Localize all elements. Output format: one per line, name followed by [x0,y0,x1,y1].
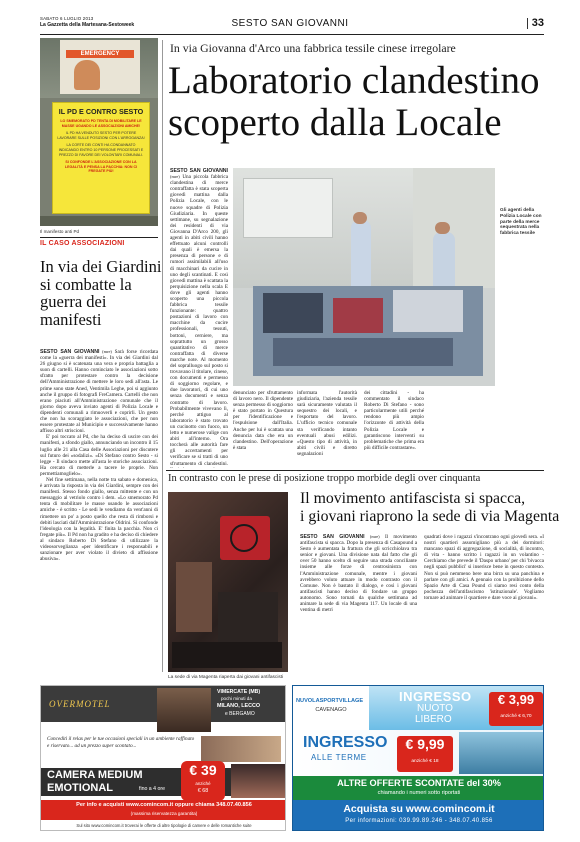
sidebar-paragraph-3: Nel fine settimana, nella notte tra sabato e domenica, è arrivata la risposta in via dei Giardini, sempre con dei manifesti. Stesso fondo giallo, senza mittente e con un messaggio al vetriolo contro i dem. «Lo smemorato Pd tenta di mobilitare le masse usando le associazioni amiche - è scritto - Le sedi le vendiamo da vent'anni di rimettere un po' a posto quello che resta di rimborsi e debiti lasciati dall'Amministrazione Oldrini. Si confonde l'ideologia con la legalità. E' finita la pacchia. Non ci fregate più». Il Pd non ha gradito e ha deciso di chiedere al sindaco Roberto Di Stefano di utilizzare la videosorveglianza «per identificare i responsabili e sanzionare per aver violato il divieto di affissione abusiva». [40,476,158,563]
overmotel-room-photo [157,688,211,732]
second-photo-caption: La sede di via Magenta riaperta dai giovani antifascisti [168,675,284,680]
nuvola-offer1-line-1: INGRESSO [399,689,472,704]
second-title-line-1: Il movimento antifascista si spacca, [300,490,526,507]
sidebar-paragraph-1: SESTO SAN GIOVANNI (mre) Sarà forse ricordata come la «guerra dei manifesti». In via dei Giardini dal 26 giugno si è scatenata una vera e propria battaglia a suon di cartelli. Hanno cominciato le associazioni sotto sfratto per protestare contro la decisione dell'Amministrazione di mettere le loro sedi all'asta. Le prime sono state Aned, Ventimila Leghe, poi si aggiunto anche il gruppo di fotografi FreCamera. Cartelli che non erano piaciuti all'Amministrazione comunale che il giorno dopo aveva inviato agenti di Polizia Locale e dipendenti comunali a rimuoverli e coprirli. Un gesto che non ha scoraggiato le associazioni, che per non essere protestate al Municipio e successivamente hanno affisso altri striscioni. [40,349,158,435]
main-title-line-1: Laboratorio clandestino [168,59,540,102]
poster-band: EMERGENCY [66,50,134,58]
sidebar-divider [162,40,163,672]
overmotel-footer: Sul sito www.comincom.it troverai le offerte di altre tipologie di camere e delle romantiche suite [76,823,252,828]
main-photo [233,168,495,386]
nuvola-offer1-line-3: LIBERO [415,714,452,725]
main-title-line-2: scoperto dalla Locale [168,101,502,144]
nuvola-price2-note: anziché € 18 [411,759,439,764]
ad-overmotel[interactable] [40,685,286,831]
header-section: SESTO SAN GIOVANNI [231,18,349,29]
overmotel-location-4: e BERGAMO [225,711,255,717]
main-agency: (mre) [170,174,180,180]
second-photo [168,492,288,672]
yellow-poster [52,102,150,214]
overmotel-offer-line-1: CAMERA MEDIUM [47,769,143,781]
overmotel-location-2: pochi minuti da [221,696,252,701]
officer-left [351,220,371,290]
nuvola-price1-note: anziché € 6,70 [500,714,532,719]
nuvola-info-line: Per informazioni: 039.99.89.246 - 348.07.40.856 [345,818,493,824]
poster-top-sheet [60,40,140,94]
sidebar-agency: (mre) [102,349,112,354]
poster-caption: Il manifesto anti Pd [40,229,80,234]
officer-right [433,232,455,292]
nuvola-offer1-line-2: NUOTO [417,703,453,714]
sidebar-paragraph-2: E' poi toccato al Pd, che ha deciso di uscire con dei manifesti, a sfondo giallo, annunciando un incontro il 15 luglio alle 21 alla Casa delle Associazioni per discutere sul futuro dei «sodalizi». «Di Stefano contro Sesto - si legge - Il sindaco mette all'asta le storiche associazioni. Ha cercato di metterle a tacere le proprie. Non permettiamoglielo». [40,434,158,477]
poster-title: IL PD E CONTRO SESTO [58,107,144,116]
second-kicker: In contrasto con le prese di posizione troppo morbide degli over cinquanta [168,473,481,484]
header-page-number: 33 [531,17,544,29]
overmotel-offer-note: fino a 4 ore [139,786,165,792]
poster-line-1: LO SMEMORATO PD TENTA DI MOBILITARE LE MASSE UGANDO LE ASSOCIAZIONI AMICHE! [60,119,142,128]
sidebar-title: In via dei Giardini si combatte la guerra dei manifesti [40,257,162,329]
header-publication: La Gazzetta della Martesana-Sestoweek [40,22,135,28]
poster-photo [40,38,158,226]
sidebar-kicker: IL CASO ASSOCIAZIONI [40,240,125,247]
main-column-3: informata l'autorità giudiziaria, l'azienda tessile sarà sicuramente valutata il sequestro dei locali, e l'esportato del lavoro. L'ufficio tecnico comunale sta verificando intanto eventuali abusi edilizi. «Questo tipo di attività, in abiti civili e diretto segnalazioni [297,390,357,457]
overmotel-contact-note: (massima riservatezza garantita) [130,811,198,816]
sidebar-kicker-rule [40,237,158,238]
nuvola-banner-line-1: ALTRE OFFERTE SCONTATE del 30% [337,778,501,788]
second-column-2: quadrati dove i ragazzi s'incontrano ogni giovedì sera. «I nostri quartieri assomigliano più a dei dormitori: mancano spazi di aggregazione, di socialità, di incontro, di vita - hanno scritto i ragazzi in un volantino - Cerchiamo che prevede il 'Daspo urbano' per chi 'bivacca negli spazi pubblici' si inserisce bene in questo contesto. Non si può nemmeno bere una birra su una panchina e parlare con gli amici. A gennaio con la proibizione dello Spazio Arte di Casa Pound ci siamo resi conto della pochezza dell'antifascismo 'istituzionale'. Vogliamo tornare ad animare il quartiere e dare voce ai giovani». [424,534,544,601]
main-column-4: dei cittadini - ha commentato il sindaco Roberto Di Stefano - sono particolarmente utili perché rendono più ampio l'orizzonte di attività della Polizia Locale e garantiscono interventi su problematiche che prima era più difficile contrastare». [364,390,424,451]
nuvola-buy-link[interactable]: Acquista su www.comincom.it [343,803,495,815]
second-lead: SESTO SAN GIOVANNI [300,534,365,540]
nuvola-price2: € 9,99 [405,736,445,752]
main-column-2: denunciato per sfruttamento di lavoro nero. Il dipendente senza permesso di soggiorno è stato portato in Questura per l'identificazione e l'espulsione dall'Italia. Anche per lui è scattata una denuncia data che era un clandestino. Dell'operazione è stata [233,390,293,451]
overmotel-bed-photo [201,736,281,762]
second-title-line-2: i giovani riaprono la sede di via Magenta [300,508,560,525]
nuvola-price1: € 3,99 [497,692,535,707]
poster-portrait [74,60,100,90]
sidebar-lead: SESTO SAN GIOVANNI [40,349,100,355]
overmotel-logo: OVERMOTEL [49,699,111,709]
second-article-rule [166,470,544,471]
main-lead: SESTO SAN GIOVANNI [170,168,228,174]
overmotel-old-price: € 68 [197,788,209,794]
overmotel-location-1: VIMERCATE (MB) [217,689,261,695]
poster-line-2: IL PD HA VENDUTO SESTO PER POTERE LAVORARE SULLE POSIZIONI CON L'ARROGANZA! [57,131,145,140]
nuvola-logo-line-2: CAVENAGO [315,707,347,713]
second-agency: (mre) [369,534,380,539]
nuvola-offer2-line-2: ALLE TERME [311,753,367,762]
second-column-1: SESTO SAN GIOVANNI (mre) Il movimento antifascista si spacca. Dopo la presenza di Casapound a Sesto è aumentata la frattura che gli scricchiolava tra senior e giovani. Una divisione nata dal fatto che gli over 50 hanno scelto di seguire una strada conciliante insieme alle forze di centrosinistra con l'Amministrazione comunale, mentre i giovani avrebbero voluto attuare in modo contrasto con il Comune. Non è bastato il dialogo, e così i giovani antifascisti hanno deciso di fondare un gruppo autonomo. Sono tornati da qualche settimana ad animare la sede di via Magenta 117. Un locale di una ventina di metri [300,534,417,614]
nuvola-offer2-line-1: INGRESSO [303,734,388,751]
page-header [40,16,544,32]
overmotel-offer-line-2: EMOTIONAL [47,782,113,794]
overmotel-couple-photo [231,764,285,798]
main-column-1: SESTO SAN GIOVANNI (mre) Una piccola fabbrica clandestina di merce contraffatta è stata scoperta giovedì mattina dalla Polizia Locale, con le nuove squadre di Polizia Giudiziaria. In queste settimane, su segnalazione dei residenti di via Giovanna D'Arco 200, gli agenti in abiti civili hanno effettuato alcuni controlli dai quali è emersa la presenza di persone e di rumori assimilabili all'uso di macchinari da cucire in uno degli scantinati. E così giovedì mattina è scattata la perquisizione nella scala E dove gli agenti hanno scoperto una piccola fabbrica tessile funzionante: quattro postazioni di lavoro con macchine da cucire professionali, tessuti, bottoni, cerniere, ma soprattutto un grosso quantitativo di merce contraffatta di diverse marche note. Al momento del sopralluogo sul posto si trovavano il titolare, cinese, con documenti e permesso di soggiorno regolare, e due lavoratori, di cui uno senza documenti e senza contratto di lavoro. Probabilmente vivevano lì, perché attiguo al laboratorio è stato trovato un cucinotto con fuoco, un letto e numerose valige con abiti all'interno. Ora toccherà alle autorità fare gli accertamenti per verificare se si tratti di uno sfruttamento di clandestini. [170,168,228,467]
nuvola-logo-line-1: NUVOLASPORTVILLAGE [296,698,364,704]
nuvola-banner-line-2: chiamando i numeri sotto riportati [377,790,461,796]
overmotel-price: € 39 [189,762,217,778]
ad-nuvola[interactable] [292,685,544,831]
overmotel-location-3: MILANO, LECCO [217,703,261,709]
nuvola-spa-photo [459,732,543,774]
main-photo-caption: Gli agenti della Polizia Locale con parte della merce sequestrata nella fabbrica tessile [500,208,542,237]
poster-line-4: SI CONFONDE L'ASSOCIAZIONE CON LA LEGALITÀ E PENSA LA PACCHIA: NON CI FREGATE PIÙ! [64,160,138,174]
sidebar-article [40,349,158,671]
overmotel-tagline: Concediti il relax per le tue occasioni speciali in un ambiente raffinato e riservato... ad un prezzo super scontato... [47,736,195,749]
header-divider [527,18,528,29]
poster-line-3: LA CORTE DEI CONTI HA CONDANNATO INDICANDO ENTRO 10 PERSONE PROCESSATI E PREZZO DI FAVORE DEI VOLONTARI COMUNALI. [58,143,144,157]
overmotel-contact-link[interactable]: Per info e acquisti www.comincom.it oppure chiama 348.07.40.856 [76,802,252,808]
main-kicker: In via Giovanna d'Arco una fabbrica tessile cinese irregolare [170,41,456,55]
overmotel-price-note: anziché [195,781,211,786]
header-rule [40,34,544,35]
header-date: SABATO 6 LUGLIO 2013 [40,16,94,21]
